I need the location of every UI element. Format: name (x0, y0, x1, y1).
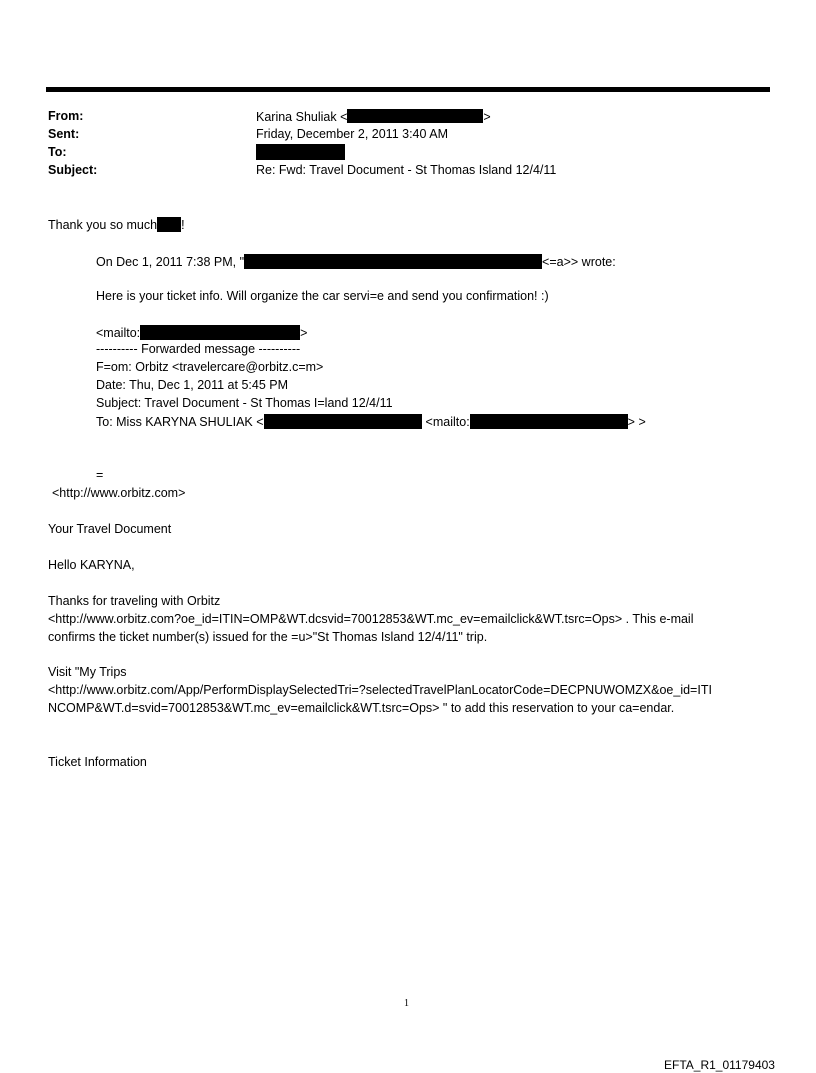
redaction-block (470, 414, 628, 429)
greeting: Hello KARYNA, (48, 558, 135, 572)
travel-document-title: Your Travel Document (48, 522, 172, 536)
thanks-prefix: Thank you so much (48, 218, 158, 232)
fwd-subject: Subject: Travel Document - St Thomas I=land 12/4/11 (96, 396, 393, 410)
thanks-suffix: ! (181, 218, 185, 232)
fwd-date: Date: Thu, Dec 1, 2011 at 5:45 PM (96, 378, 289, 392)
quote-intro (96, 254, 616, 270)
mailto-line (96, 325, 307, 341)
redaction-block (140, 325, 300, 340)
fwd-from: F=om: Orbitz <travelercare@orbitz.c=m> (96, 360, 324, 374)
thanks-paragraph-3: confirms the ticket number(s) issued for the =u>"St Thomas Island 12/4/11" trip. (48, 630, 488, 644)
redaction-block (244, 254, 542, 269)
redaction-block (157, 217, 181, 232)
from-label: From: (48, 109, 84, 123)
redaction-block (347, 109, 483, 123)
orbitz-url[interactable]: <http://www.orbitz.com> (52, 486, 186, 500)
forwarded-header: ---------- Forwarded message ---------- (96, 342, 301, 356)
subject-label: Subject: (48, 163, 98, 177)
page-number: 1 (404, 998, 409, 1009)
from-value (256, 109, 491, 125)
thanks-line (48, 217, 185, 233)
thanks-paragraph-1: Thanks for traveling with Orbitz (48, 594, 221, 608)
sent-label: Sent: (48, 127, 80, 141)
fwd-to (96, 414, 646, 430)
visit-paragraph-2[interactable]: <http://www.orbitz.com/App/PerformDisplaySelectedTri=?selectedTravelPlanLocatorCode=DECPNUWOMZX&oe_id=ITI (48, 683, 712, 697)
visit-paragraph-3: NCOMP&WT.d=svid=70012853&WT.mc_ev=emailclick&WT.tsrc=Ops> " to add this reservation to your ca=endar. (48, 701, 675, 715)
document-id: EFTA_R1_01179403 (664, 1058, 775, 1072)
sent-value: Friday, December 2, 2011 3:40 AM (256, 127, 448, 141)
from-value-suffix: > (483, 110, 491, 124)
quote-intro-suffix: <=a>> wrote: (542, 255, 616, 269)
redaction-block (256, 144, 345, 160)
subject-value: Re: Fwd: Travel Document - St Thomas Island 12/4/11 (256, 163, 557, 177)
from-value-prefix: Karina Shuliak < (256, 110, 348, 124)
fwd-to-mid: <mailto: (425, 415, 470, 429)
to-label: To: (48, 145, 67, 159)
quote-intro-prefix: On Dec 1, 2011 7:38 PM, " (96, 255, 245, 269)
mailto-prefix: <mailto: (96, 326, 141, 340)
header-rule (46, 87, 770, 92)
redaction-block (264, 414, 422, 429)
quote-line: Here is your ticket info. Will organize the car servi=e and send you confirmation! :) (96, 289, 549, 303)
ticket-information-heading: Ticket Information (48, 755, 147, 769)
equals-sign: = (96, 468, 104, 482)
fwd-to-suffix: > > (627, 415, 646, 429)
visit-paragraph-1: Visit "My Trips (48, 665, 127, 679)
thanks-paragraph-2[interactable]: <http://www.orbitz.com?oe_id=ITIN=OMP&WT.dcsvid=70012853&WT.mc_ev=emailclick&WT.tsrc=Ops> . This e-mail (48, 612, 694, 626)
mailto-suffix: > (300, 326, 308, 340)
fwd-to-prefix: To: Miss KARYNA SHULIAK < (96, 415, 264, 429)
